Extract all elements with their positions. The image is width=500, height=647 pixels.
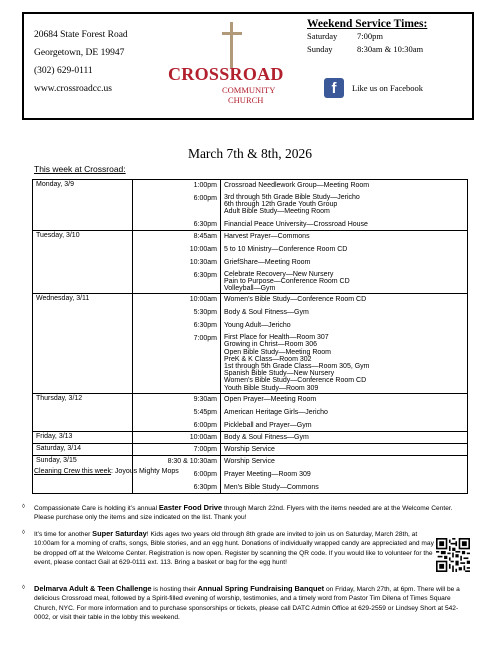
schedule-times: [133, 230, 221, 294]
event-group: [224, 258, 464, 267]
schedule-day: Sunday, 3/15: [33, 455, 133, 493]
event-name: GriefShare—Meeting Room: [224, 258, 311, 266]
schedule-times: [133, 443, 221, 455]
time-spacer: [136, 280, 217, 293]
event-time: 5:45pm: [193, 408, 217, 416]
schedule-day: Saturday, 3/14: [33, 443, 133, 455]
announcement-bold: Super Saturday: [92, 529, 147, 538]
service-times: [307, 18, 473, 56]
schedule-day: Thursday, 3/12: [33, 393, 133, 431]
service-time: 7:00pm: [357, 31, 383, 41]
church-logo: [164, 20, 304, 112]
event-name: 3rd through 5th Grade Bible Study—Jericho: [224, 194, 360, 201]
event-name: First Place for Health—Room 307: [224, 334, 329, 342]
event-name: Worship Service: [224, 457, 275, 465]
event-group: [224, 271, 464, 293]
event-time: 6:00pm: [193, 470, 217, 478]
cleaning-crew-label: Cleaning Crew this week: [34, 468, 112, 475]
event-group: [224, 483, 464, 492]
event-group: [224, 181, 464, 190]
service-day: Sunday: [307, 44, 333, 54]
event-time: 6:30pm: [193, 322, 217, 330]
logo-word: CROSSROAD: [168, 64, 284, 84]
event-name: Women’s Bible Study—Conference Room CD: [224, 296, 367, 304]
event-name: Spanish Bible Study—New Nursery: [224, 370, 335, 378]
logo-sub-1: COMMUNITY: [222, 85, 276, 95]
event-time: 6:00pm: [193, 195, 217, 202]
announcement-bold-2: Annual Spring Fundraising Banquet: [197, 584, 325, 593]
service-row-sunday: [307, 43, 473, 56]
schedule-events: [221, 443, 468, 455]
event-group: [224, 395, 464, 404]
event-time: 8:45am: [193, 232, 217, 240]
event-name: Body & Soul Fitness—Gym: [224, 433, 309, 441]
logo-sub-2: CHURCH: [228, 95, 264, 105]
announcement-pre: Compassionate Care is holding it’s annual: [34, 505, 159, 512]
address-block: [34, 26, 128, 98]
time-spacer: [136, 203, 217, 216]
schedule-times: [133, 393, 221, 431]
event-name: Adult Bible Study—Meeting Room: [224, 208, 330, 216]
announcement-pre: It’s time for another: [34, 531, 93, 538]
service-day: Saturday: [307, 31, 338, 41]
event-name: 5 to 10 Ministry—Conference Room CD: [224, 245, 348, 253]
announcement-bold: Delmarva Adult & Teen Challenge: [34, 584, 152, 593]
service-time: 8:30am & 10:30am: [357, 44, 424, 54]
schedule-events: [221, 230, 468, 294]
schedule-times: [133, 180, 221, 231]
event-name: Celebrate Recovery—New Nursery: [224, 270, 334, 278]
event-name: Young Adult—Jericho: [224, 322, 291, 330]
facebook-text[interactable]: Like us on Facebook: [352, 83, 424, 93]
event-time: 6:00pm: [193, 421, 217, 429]
cross-icon: [230, 22, 233, 68]
event-group: [224, 457, 464, 466]
event-group: [224, 321, 464, 330]
announcement-text: [34, 529, 442, 567]
cleaning-crew-value: : Joyous Mighty Mops: [111, 468, 179, 475]
event-name: Growing in Christ—Room 306: [224, 341, 317, 349]
event-group: [224, 421, 464, 430]
event-name: American Heritage Girls—Jericho: [224, 408, 328, 416]
announcement-text: [34, 584, 474, 622]
event-group: [224, 470, 464, 479]
event-name: 6th through 12th Grade Youth Group: [224, 201, 338, 209]
event-group: [224, 194, 464, 216]
event-time: 6:30pm: [193, 483, 217, 491]
schedule-row: [33, 294, 468, 394]
announcement-post: is hosting their: [151, 586, 198, 593]
address-street: 20684 State Forest Road: [34, 30, 128, 40]
schedule-times: [133, 431, 221, 443]
schedule-times: [133, 294, 221, 394]
schedule-events: [221, 180, 468, 231]
event-name: Harvest Prayer—Commons: [224, 232, 310, 240]
schedule-events: [221, 455, 468, 493]
schedule-day: Friday, 3/13: [33, 431, 133, 443]
event-time: 6:30pm: [193, 220, 217, 228]
event-group: [224, 308, 464, 317]
event-name: 1st through 5th Grade Class—Room 305, Gym: [224, 363, 370, 371]
event-time: 7:00pm: [193, 335, 217, 343]
event-group: [224, 408, 464, 417]
event-group: [224, 334, 464, 392]
header-box: [22, 12, 474, 120]
event-time: 9:30am: [193, 395, 217, 403]
facebook-icon[interactable]: f: [324, 78, 344, 98]
event-time: 10:00am: [189, 245, 217, 253]
announcement-text: [34, 503, 474, 523]
time-spacer: [136, 343, 217, 392]
event-group: [224, 445, 464, 454]
event-time: 10:30am: [189, 258, 217, 266]
event-name: Women’s Bible Study—Conference Room CD: [224, 377, 367, 385]
schedule-day: Monday, 3/9: [33, 180, 133, 231]
event-time: 10:00am: [189, 433, 217, 441]
event-time: 6:30pm: [193, 271, 217, 279]
cleaning-crew: [34, 468, 179, 475]
event-group: [224, 220, 464, 229]
week-label: This week at Crossroad:: [34, 164, 126, 174]
event-group: [224, 295, 464, 304]
announcement-post: ! Kids ages two years old through 8th grade are invited to join us on Saturday, March 28th, at 10:00am for a morning of crafts, songs, Bible stories, and an egg hunt. Donations of individually wrapped candy are appreciated and may be dropped off at the Welcome Center. Registration is now open. Register by scanning the QR code. If you would like to volunteer for the event, please contact Gail at 629-0111 ext. 113. Bring a basket or bag for the egg hunt!: [34, 531, 434, 566]
event-name: Pickleball and Prayer—Gym: [224, 421, 312, 429]
schedule-row: [33, 431, 468, 443]
event-group: [224, 245, 464, 254]
website-link[interactable]: www.crossroadcc.us: [34, 84, 112, 94]
bullet-icon: ◊: [22, 504, 25, 510]
bullet-icon: ◊: [22, 530, 25, 536]
event-time: 10:00am: [189, 296, 217, 304]
event-name: Worship Service: [224, 445, 275, 453]
event-name: Open Prayer—Meeting Room: [224, 395, 317, 403]
schedule-events: [221, 393, 468, 431]
schedule-row: [33, 443, 468, 455]
event-name: Prayer Meeting—Room 309: [224, 470, 311, 478]
schedule-row: [33, 393, 468, 431]
event-name: PreK & K Class—Room 302: [224, 355, 312, 363]
service-row-saturday: [307, 30, 473, 43]
event-time: 1:00pm: [193, 182, 217, 189]
event-name: Volleyball—Gym: [224, 285, 276, 293]
schedule-events: [221, 294, 468, 394]
event-name: Youth Bible Study—Room 309: [224, 384, 319, 392]
event-group: [224, 433, 464, 442]
event-name: Pain to Purpose—Conference Room CD: [224, 277, 350, 285]
facebook-link[interactable]: [324, 78, 423, 98]
event-name: Financial Peace University—Crossroad House: [224, 220, 368, 228]
event-name: Crossroad Needlework Group—Meeting Room: [224, 182, 370, 189]
address-city: Georgetown, DE 19947: [34, 48, 125, 58]
announcement-bold: Easter Food Drive: [158, 503, 223, 512]
event-group: [224, 232, 464, 241]
schedule-day: Wednesday, 3/11: [33, 294, 133, 394]
event-name: Men’s Bible Study—Commons: [224, 483, 319, 491]
schedule-row: [33, 180, 468, 231]
schedule-row: [33, 230, 468, 294]
announcement-post-2: on Friday, March 27th, at 6pm. There will be a delicious Crossroad meal, followed by a Spirit-filled evening of worship, testimonies, and a timely word from Pastor Tim Dilena of Times Square Church, NYC. For more information and to purchase sponsorships or tickets, please call DATC Admin Office at 629-2559 or Lindsey Short at 542-0002, or visit their table in the lobby this weekend.: [34, 586, 460, 621]
event-time: 7:00pm: [193, 445, 217, 453]
page-title: March 7th & 8th, 2026: [187, 146, 313, 161]
service-times-title: Weekend Service Times:: [307, 18, 428, 30]
event-name: Open Bible Study—Meeting Room: [224, 348, 331, 356]
schedule-events: [221, 431, 468, 443]
cross-icon-bar: [222, 32, 242, 35]
schedule-day: Tuesday, 3/10: [33, 230, 133, 294]
phone-number[interactable]: (302) 629-0111: [34, 66, 93, 76]
announcement-post: through March 22nd. Flyers with the items needed are at the Welcome Center. Please purchase only the items and size indicated on the list. Thank you!: [34, 505, 453, 522]
schedule-table: [32, 179, 468, 494]
event-time: 5:30pm: [193, 309, 217, 317]
bullet-icon: ◊: [22, 585, 25, 591]
event-time: 8:30 & 10:30am: [167, 457, 217, 465]
event-name: Body & Soul Fitness—Gym: [224, 309, 309, 317]
qr-code-icon[interactable]: [436, 538, 470, 572]
